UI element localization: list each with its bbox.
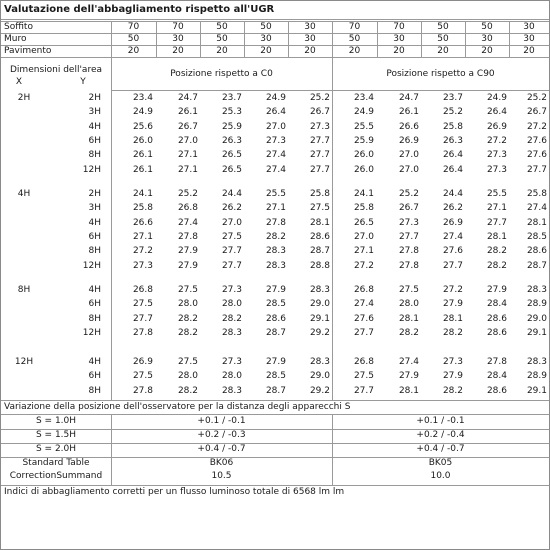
c90-value: 24.1 (353, 189, 374, 199)
reflectance-value: 20 (127, 46, 140, 56)
c0-value: 28.3 (265, 246, 286, 257)
c0-value: 25.8 (309, 189, 330, 199)
c90-value: 26.2 (442, 203, 463, 214)
c90-value: 27.6 (353, 313, 374, 324)
c90-value: 27.2 (486, 135, 507, 146)
c0-value: 28.2 (177, 385, 198, 396)
reflectance-value: 50 (127, 34, 140, 44)
c90-value: 28.2 (486, 260, 507, 271)
c90-value: 29.0 (526, 313, 547, 324)
c0-value: 28.2 (265, 231, 286, 242)
footer-note: Indici di abbagliamento corretti per un flusso luminoso totale di 6568 lm lm (4, 487, 345, 497)
table-rule (1, 21, 549, 22)
c90-value: 27.0 (398, 150, 419, 161)
c90-value: 27.6 (442, 246, 463, 257)
c0-value: 25.6 (132, 121, 153, 132)
row-y-label: 3H (88, 203, 101, 214)
row-y-label: 8H (88, 385, 101, 396)
c90-value: 27.4 (353, 299, 374, 310)
c0-value: 24.4 (221, 189, 242, 199)
c0-value: 28.5 (265, 371, 286, 382)
c0-value: 28.0 (221, 299, 242, 310)
c90-value: 26.4 (442, 150, 463, 161)
c90-value: 25.2 (398, 189, 419, 199)
row-y-label: 8H (88, 313, 101, 324)
reflectance-value: 20 (260, 46, 272, 56)
reflectance-value: 70 (127, 22, 140, 32)
row-y-label: 12H (82, 327, 101, 338)
standard-table-label: Standard Table (22, 458, 90, 468)
c90-value: 25.2 (526, 93, 547, 103)
reflectance-value: 20 (481, 46, 493, 56)
c0-value: 28.6 (309, 231, 330, 242)
c90-value: 28.2 (398, 327, 419, 338)
c0-value: 27.3 (221, 357, 242, 367)
variation-spacing: S = 2.0H (35, 444, 77, 454)
c0-value: 29.1 (309, 313, 330, 324)
c0-value: 28.3 (309, 357, 330, 367)
c90-value: 28.6 (486, 313, 507, 324)
c0-value: 26.5 (221, 164, 242, 175)
c0-value: 27.8 (132, 385, 153, 396)
row-y-label: 2H (88, 189, 101, 199)
c90-value: 27.3 (442, 357, 463, 367)
table-rule (1, 485, 549, 486)
reflectance-value: 20 (172, 46, 184, 56)
c0-value: 27.7 (132, 313, 153, 324)
reflectance-value: 30 (523, 34, 535, 44)
c0-value: 26.1 (132, 150, 153, 161)
c90-value: 28.5 (526, 231, 547, 242)
c0-value: 26.0 (132, 135, 153, 146)
c90-value: 27.3 (486, 164, 507, 175)
c0-value: 26.9 (132, 357, 153, 367)
c0-value: 29.0 (309, 371, 330, 382)
variation-c90: +0.2 / -0.4 (416, 430, 465, 440)
c90-value: 26.8 (353, 357, 374, 367)
variation-spacing: S = 1.5H (35, 430, 77, 440)
reflectance-value: 30 (481, 34, 493, 44)
reflectance-value: 70 (172, 22, 184, 32)
c0-value: 23.7 (221, 93, 242, 103)
c90-value: 28.2 (442, 385, 463, 396)
c0-value: 26.5 (221, 150, 242, 161)
table-rule (288, 21, 289, 57)
c0-value: 26.2 (221, 203, 242, 214)
c0-value: 27.0 (221, 217, 242, 228)
c90-header: Posizione rispetto a C90 (386, 69, 495, 79)
c90-value: 26.8 (353, 285, 374, 295)
table-rule (111, 90, 549, 91)
c90-value: 28.1 (486, 231, 507, 242)
c0-value: 28.0 (177, 299, 198, 310)
c0-value: 28.2 (177, 313, 198, 324)
c0-value: 28.3 (221, 327, 242, 338)
reflectance-value: 20 (523, 46, 535, 56)
c0-value: 28.7 (265, 327, 286, 338)
c90-value: 27.7 (353, 385, 374, 396)
table-rule (111, 57, 112, 400)
c90-value: 26.0 (353, 164, 374, 175)
row-y-label: 6H (88, 135, 101, 146)
c0-value: 28.0 (177, 371, 198, 382)
c90-value: 28.4 (486, 299, 507, 310)
table-rule (332, 21, 333, 57)
c90-value: 26.4 (442, 164, 463, 175)
c0-value: 26.7 (309, 107, 330, 118)
c90-value: 27.7 (442, 260, 463, 271)
row-y-label: 3H (88, 107, 101, 118)
variation-c90: +0.1 / -0.1 (416, 416, 465, 426)
c0-value: 26.8 (177, 203, 198, 214)
c90-value: 28.9 (526, 299, 547, 310)
c90-value: 28.3 (526, 357, 547, 367)
table-rule (1, 57, 549, 58)
c0-value: 26.4 (265, 107, 286, 118)
c0-value: 24.1 (132, 189, 153, 199)
reflectance-value: 20 (437, 46, 449, 56)
row-y-label: 6H (88, 299, 101, 310)
standard-table-c0: BK06 (209, 458, 234, 468)
reflectance-value: 50 (437, 34, 449, 44)
c0-value: 25.8 (132, 203, 153, 214)
row-y-label: 4H (88, 357, 101, 367)
c0-value: 25.3 (221, 107, 242, 118)
c0-value: 27.8 (265, 217, 286, 228)
c90-value: 28.1 (442, 313, 463, 324)
c90-value: 24.9 (486, 93, 507, 103)
c0-value: 24.9 (265, 93, 286, 103)
row-y-label: 2H (88, 93, 101, 103)
reflectance-label: Pavimento (4, 46, 52, 56)
reflectance-value: 30 (304, 22, 316, 32)
c90-value: 26.0 (353, 150, 374, 161)
room-dimensions-label: Dimensioni dell'area (10, 65, 102, 75)
correction-label: CorrectionSummand (9, 471, 103, 481)
c0-value: 28.3 (265, 260, 286, 271)
c90-value: 27.3 (398, 217, 419, 228)
reflectance-value: 50 (437, 22, 449, 32)
c90-value: 24.7 (398, 93, 419, 103)
group-x-label: 2H (17, 93, 31, 103)
c90-value: 27.9 (442, 371, 463, 382)
c0-value: 27.1 (265, 203, 286, 214)
c90-value: 26.4 (486, 107, 507, 118)
reflectance-value: 50 (216, 22, 228, 32)
c0-value: 27.5 (221, 231, 242, 242)
c0-value: 28.6 (265, 313, 286, 324)
c90-value: 27.9 (398, 371, 419, 382)
reflectance-value: 20 (393, 46, 405, 56)
c90-value: 27.7 (353, 327, 374, 338)
c90-value: 27.7 (526, 164, 547, 175)
c90-value: 25.8 (442, 121, 463, 132)
c90-value: 28.2 (442, 327, 463, 338)
table-rule (200, 21, 201, 57)
table-rule (1, 33, 549, 34)
c90-value: 26.7 (526, 107, 547, 118)
c90-value: 26.9 (398, 135, 419, 146)
group-x-label: 12H (14, 357, 34, 367)
c90-value: 27.2 (442, 285, 463, 295)
reflectance-value: 50 (348, 34, 361, 44)
reflectance-value: 50 (216, 34, 228, 44)
c0-value: 28.3 (221, 385, 242, 396)
table-rule (244, 21, 245, 57)
page-title: Valutazione dell'abbagliamento rispetto all'UGR (4, 4, 275, 15)
reflectance-value: 30 (304, 34, 316, 44)
c90-value: 28.2 (486, 246, 507, 257)
row-y-label: 8H (88, 150, 101, 161)
c0-value: 27.3 (221, 285, 242, 295)
row-y-label: 6H (88, 371, 101, 382)
c0-value: 29.2 (309, 385, 330, 396)
c0-value: 26.3 (221, 135, 242, 146)
c0-value: 27.1 (132, 231, 153, 242)
variation-spacing: S = 1.0H (35, 416, 77, 426)
c0-value: 24.7 (177, 93, 198, 103)
c0-value: 27.7 (309, 135, 330, 146)
c0-value: 25.9 (221, 121, 242, 132)
correction-c0: 10.5 (211, 471, 232, 481)
c0-value: 27.0 (177, 135, 198, 146)
correction-c90: 10.0 (430, 471, 451, 481)
c90-value: 27.7 (486, 217, 507, 228)
variation-c0: +0.2 / -0.3 (197, 430, 246, 440)
table-rule (1, 414, 549, 415)
c90-value: 28.6 (486, 385, 507, 396)
standard-table-c90: BK05 (428, 458, 453, 468)
c90-value: 23.4 (353, 93, 374, 103)
c0-value: 27.2 (132, 246, 153, 257)
c90-value: 27.1 (486, 203, 507, 214)
c0-value: 27.4 (265, 164, 286, 175)
row-y-label: 12H (82, 260, 101, 271)
group-x-label: 8H (17, 285, 31, 295)
c0-value: 26.6 (132, 217, 153, 228)
c0-value: 27.5 (132, 371, 153, 382)
c0-value: 27.5 (309, 203, 330, 214)
c90-value: 25.8 (353, 203, 374, 214)
reflectance-value: 20 (216, 46, 228, 56)
c90-value: 27.5 (398, 285, 419, 295)
reflectance-value: 20 (304, 46, 316, 56)
c0-value: 28.1 (309, 217, 330, 228)
c90-value: 25.5 (486, 189, 507, 199)
c0-value: 28.7 (309, 246, 330, 257)
c0-value: 25.2 (309, 93, 330, 103)
c90-value: 27.4 (526, 203, 547, 214)
c0-value: 27.9 (265, 285, 286, 295)
c0-value: 27.4 (265, 150, 286, 161)
c90-value: 25.5 (353, 121, 374, 132)
c0-value: 27.4 (177, 217, 198, 228)
c90-value: 28.9 (526, 371, 547, 382)
c90-value: 28.1 (398, 385, 419, 396)
c0-value: 27.8 (132, 327, 153, 338)
c90-value: 27.5 (353, 371, 374, 382)
c0-value: 29.0 (309, 299, 330, 310)
c90-value: 25.2 (442, 107, 463, 118)
c90-value: 28.7 (526, 260, 547, 271)
table-rule (332, 57, 333, 400)
table-rule (377, 21, 378, 57)
c0-value: 27.9 (265, 357, 286, 367)
table-rule (111, 21, 112, 57)
variation-label: Variazione della posizione dell'osservatore per la distanza degli apparecchi S (4, 402, 351, 412)
c0-value: 28.7 (265, 385, 286, 396)
reflectance-value: 70 (393, 22, 405, 32)
c0-value: 26.7 (177, 121, 198, 132)
c0-value: 28.2 (221, 313, 242, 324)
c90-value: 26.5 (353, 217, 374, 228)
table-rule (1, 400, 549, 401)
reflectance-value: 70 (348, 22, 361, 32)
c0-value: 27.3 (132, 260, 153, 271)
c0-header: Posizione rispetto a C0 (170, 69, 273, 79)
row-y-label: 4H (88, 217, 101, 228)
c0-value: 27.7 (221, 246, 242, 257)
reflectance-value: 20 (348, 46, 361, 56)
variation-c90: +0.4 / -0.7 (416, 444, 465, 454)
c90-value: 29.1 (526, 385, 547, 396)
c90-value: 26.9 (486, 121, 507, 132)
c0-value: 25.2 (177, 189, 198, 199)
c90-value: 28.1 (526, 217, 547, 228)
c0-value: 28.3 (309, 285, 330, 295)
c0-value: 23.4 (132, 93, 153, 103)
c90-value: 28.6 (486, 327, 507, 338)
c0-value: 27.5 (132, 299, 153, 310)
c90-value: 28.6 (526, 246, 547, 257)
c0-value: 26.1 (132, 164, 153, 175)
row-y-label: 4H (88, 285, 101, 295)
c90-value: 27.8 (398, 246, 419, 257)
reflectance-value: 30 (393, 34, 405, 44)
row-y-label: 6H (88, 231, 101, 242)
reflectance-value: 30 (172, 34, 184, 44)
c90-value: 27.2 (353, 260, 374, 271)
c90-value: 27.6 (526, 150, 547, 161)
c0-value: 27.9 (177, 246, 198, 257)
c90-value: 27.9 (442, 299, 463, 310)
reflectance-value: 30 (523, 22, 535, 32)
reflectance-value: 50 (260, 22, 272, 32)
c90-value: 26.3 (442, 135, 463, 146)
c90-value: 24.4 (442, 189, 463, 199)
table-rule (421, 21, 422, 57)
c0-value: 29.2 (309, 327, 330, 338)
c0-value: 27.9 (177, 260, 198, 271)
c0-value: 25.5 (265, 189, 286, 199)
c0-value: 26.8 (132, 285, 153, 295)
c0-value: 28.5 (265, 299, 286, 310)
c90-value: 27.1 (353, 246, 374, 257)
table-rule (1, 45, 549, 46)
table-rule (465, 21, 466, 57)
c0-value: 28.2 (177, 327, 198, 338)
c90-value: 28.0 (398, 299, 419, 310)
table-rule (1, 19, 549, 20)
reflectance-value: 30 (260, 34, 272, 44)
c90-value: 27.7 (398, 231, 419, 242)
variation-c0: +0.1 / -0.1 (197, 416, 246, 426)
c90-value: 27.0 (353, 231, 374, 242)
c90-value: 28.3 (526, 285, 547, 295)
c0-value: 27.7 (309, 150, 330, 161)
c90-value: 28.4 (486, 371, 507, 382)
c0-value: 27.1 (177, 164, 198, 175)
c90-value: 26.1 (398, 107, 419, 118)
c0-value: 27.0 (265, 121, 286, 132)
c90-value: 26.6 (398, 121, 419, 132)
c0-value: 26.1 (177, 107, 198, 118)
y-label: Y (80, 77, 86, 87)
c90-value: 27.8 (398, 260, 419, 271)
c0-value: 28.0 (221, 371, 242, 382)
variation-c0: +0.4 / -0.7 (197, 444, 246, 454)
c90-value: 27.3 (486, 150, 507, 161)
c90-value: 28.1 (398, 313, 419, 324)
row-y-label: 4H (88, 121, 101, 132)
c90-value: 24.9 (353, 107, 374, 118)
c0-value: 27.5 (177, 285, 198, 295)
c90-value: 27.8 (486, 357, 507, 367)
group-x-label: 4H (17, 189, 31, 199)
c0-value: 27.3 (265, 135, 286, 146)
c90-value: 27.4 (442, 231, 463, 242)
c0-value: 28.8 (309, 260, 330, 271)
table-rule (156, 21, 157, 57)
c0-value: 27.7 (221, 260, 242, 271)
c90-value: 23.7 (442, 93, 463, 103)
c0-value: 27.1 (177, 150, 198, 161)
c90-value: 27.9 (486, 285, 507, 295)
c90-value: 25.9 (353, 135, 374, 146)
x-label: X (15, 77, 23, 87)
reflectance-label: Muro (4, 34, 27, 44)
reflectance-label: Soffito (4, 22, 33, 32)
c90-value: 27.6 (526, 135, 547, 146)
row-y-label: 8H (88, 246, 101, 257)
c90-value: 25.8 (526, 189, 547, 199)
c90-value: 26.9 (442, 217, 463, 228)
c0-value: 27.3 (309, 121, 330, 132)
row-y-label: 12H (82, 164, 101, 175)
c90-value: 27.4 (398, 357, 419, 367)
c90-value: 26.7 (398, 203, 419, 214)
c0-value: 24.9 (132, 107, 153, 118)
reflectance-value: 50 (481, 22, 493, 32)
c0-value: 27.7 (309, 164, 330, 175)
c90-value: 27.2 (526, 121, 547, 132)
c0-value: 27.5 (177, 357, 198, 367)
table-rule (509, 21, 510, 57)
c90-value: 29.1 (526, 327, 547, 338)
c0-value: 27.8 (177, 231, 198, 242)
c90-value: 27.0 (398, 164, 419, 175)
